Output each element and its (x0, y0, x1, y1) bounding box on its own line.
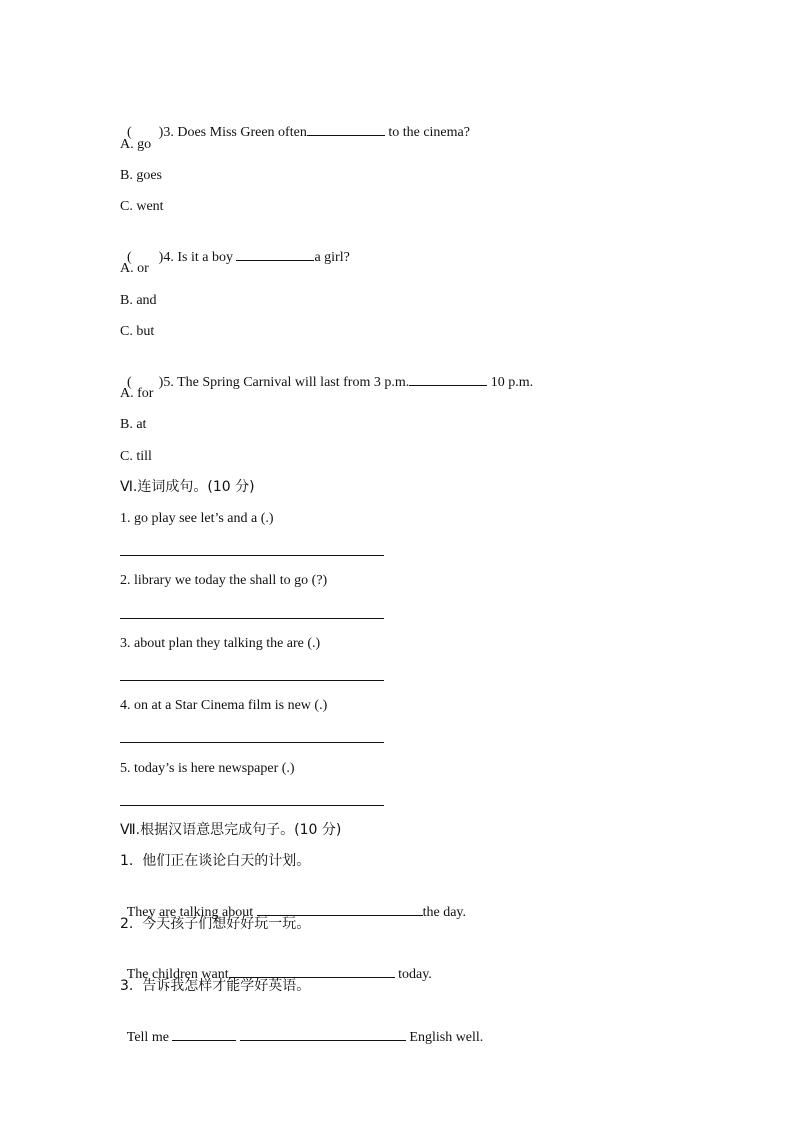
option-c: C. went (120, 199, 164, 214)
option-c: C. but (120, 324, 155, 339)
option-a: A. for (120, 386, 154, 401)
sentence-text-after: English well. (405, 1030, 484, 1045)
question-text-after: 10 p.m. (487, 375, 534, 390)
english-sentence-3 (120, 1009, 483, 1047)
question-text-after: a girl? (314, 250, 350, 265)
answer-blank[interactable] (409, 372, 487, 386)
option-b: B. goes (120, 168, 162, 183)
option-b: B. at (120, 417, 147, 432)
option-c: C. till (120, 449, 152, 464)
chinese-sentence-1: 1. 他们正在谈论白天的计划。 (120, 853, 311, 869)
question-text-before: Does Miss Green often (177, 125, 307, 140)
reorder-item-3: 3. about plan they talking the are (.) (120, 636, 321, 651)
reorder-item-2: 2. library we today the shall to go (?) (120, 573, 328, 588)
question-4 (120, 229, 350, 267)
question-number: 4. (163, 250, 174, 265)
answer-line[interactable] (120, 680, 384, 681)
section-6-title: Ⅵ.连词成句。(10 分) (120, 479, 255, 495)
sentence-text-before: The children want (126, 967, 229, 982)
question-3 (120, 104, 470, 142)
question-text-after: to the cinema? (384, 125, 470, 140)
answer-paren-close: ) (158, 250, 164, 265)
answer-blank[interactable] (172, 1027, 236, 1041)
answer-line[interactable] (120, 805, 384, 806)
answer-paren-open: ( (127, 375, 132, 390)
answer-paren-open: ( (127, 125, 132, 140)
answer-blank[interactable] (229, 964, 395, 978)
question-text-before: Is it a boy (177, 250, 237, 265)
question-number: 5. (163, 375, 174, 390)
answer-blank[interactable] (307, 122, 385, 136)
answer-blank[interactable] (240, 1027, 406, 1041)
answer-line[interactable] (120, 742, 384, 743)
sentence-text-after: the day. (422, 905, 467, 920)
answer-blank[interactable] (257, 902, 423, 916)
sentence-text-after: today. (394, 967, 432, 982)
sentence-text-before: Tell me (126, 1030, 173, 1045)
option-a: A. or (120, 261, 149, 276)
sentence-text-before: They are talking about (126, 905, 257, 920)
question-text-before: The Spring Carnival will last from 3 p.m. (177, 375, 410, 390)
answer-paren-close: ) (158, 125, 164, 140)
reorder-item-5: 5. today’s is here newspaper (.) (120, 761, 295, 776)
answer-line[interactable] (120, 618, 384, 619)
answer-line[interactable] (120, 555, 384, 556)
answer-blank[interactable] (236, 247, 314, 261)
chinese-sentence-3: 3. 告诉我怎样才能学好英语。 (120, 978, 311, 994)
option-a: A. go (120, 137, 152, 152)
reorder-item-1: 1. go play see let’s and a (.) (120, 511, 274, 526)
question-5 (120, 354, 533, 392)
reorder-item-4: 4. on at a Star Cinema film is new (.) (120, 698, 328, 713)
question-number: 3. (163, 125, 174, 140)
answer-paren-open: ( (127, 250, 132, 265)
section-7-title: Ⅶ.根据汉语意思完成句子。(10 分) (120, 822, 342, 838)
chinese-sentence-2: 2. 今天孩子们想好好玩一玩。 (120, 916, 311, 932)
answer-paren-close: ) (158, 375, 164, 390)
option-b: B. and (120, 293, 157, 308)
